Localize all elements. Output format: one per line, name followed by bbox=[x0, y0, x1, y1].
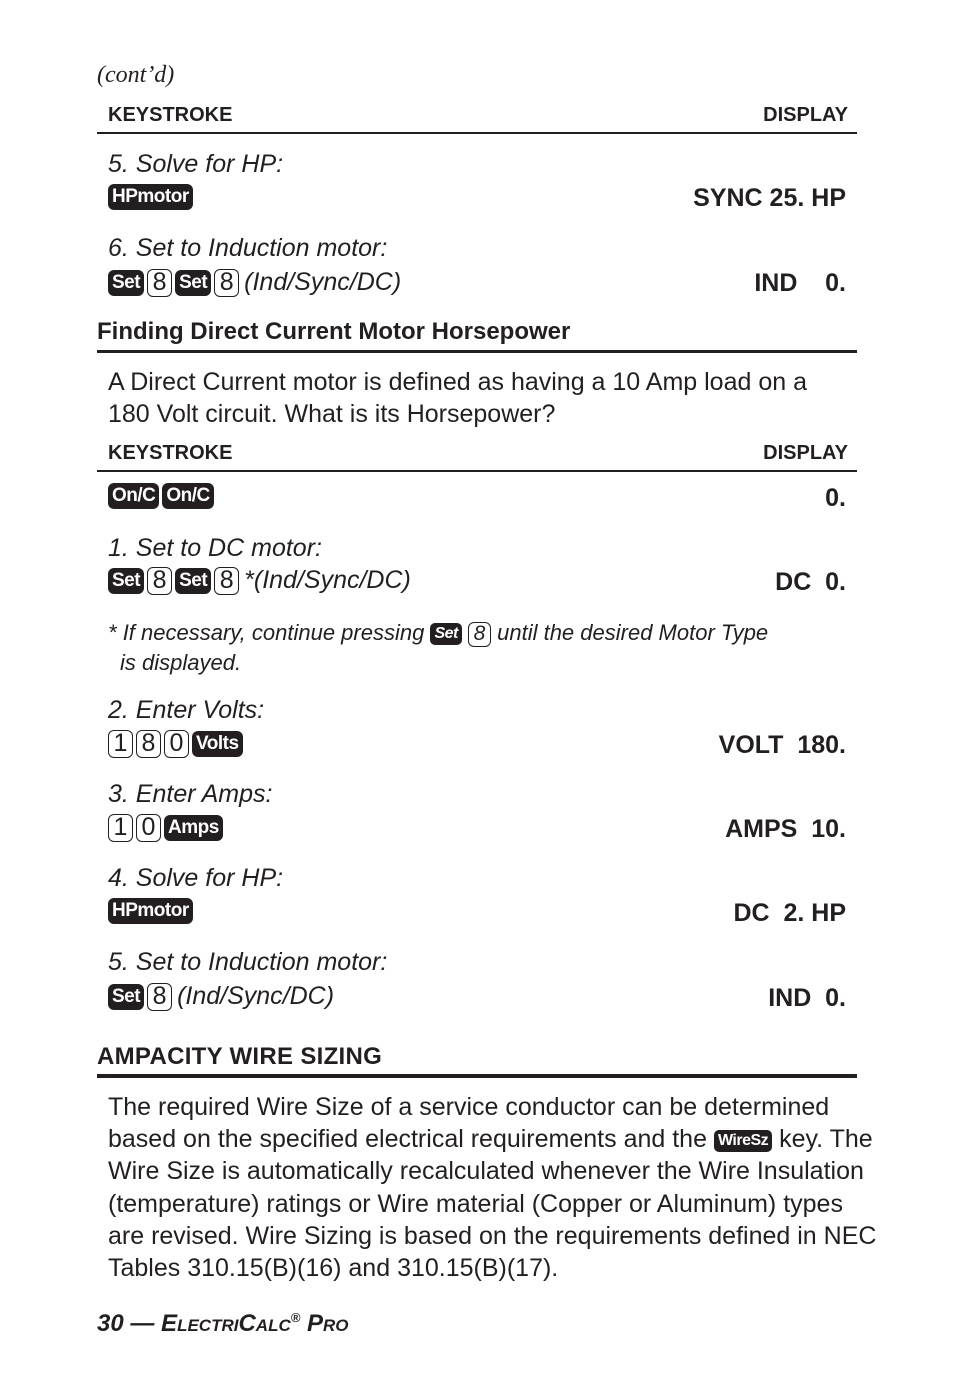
section-rule bbox=[97, 350, 857, 353]
step-label: 1. Set to DC motor: bbox=[108, 534, 322, 562]
display-value: AMPS 10. bbox=[725, 815, 846, 843]
paragraph-line bbox=[108, 1123, 876, 1155]
section-rule bbox=[97, 1074, 857, 1078]
digit-0-key[interactable]: 0 bbox=[136, 814, 161, 842]
mode-hint: (Ind/Sync/DC) bbox=[244, 268, 402, 296]
display-value: IND 0. bbox=[754, 269, 846, 297]
step-label: 5. Set to Induction motor: bbox=[108, 948, 388, 976]
page-number: 30 bbox=[97, 1310, 124, 1337]
set-key[interactable]: Set bbox=[108, 568, 144, 594]
paragraph-line: Wire Size is automatically recalculated whenever the Wire Insulation bbox=[108, 1157, 864, 1186]
step-label: 3. Enter Amps: bbox=[108, 780, 273, 808]
digit-8-key[interactable]: 8 bbox=[147, 983, 172, 1011]
section-title: AMPACITY WIRE SIZING bbox=[97, 1043, 383, 1070]
keystroke-row bbox=[108, 814, 226, 842]
ampacity-text bbox=[108, 1091, 876, 1284]
keystroke-row bbox=[108, 730, 246, 758]
display-value: 0. bbox=[825, 484, 846, 512]
paragraph-line: The required Wire Size of a service conductor can be determined bbox=[108, 1093, 830, 1121]
brand-e: E bbox=[161, 1310, 178, 1337]
footnote-star: * bbox=[108, 620, 117, 645]
set-key[interactable]: Set bbox=[108, 270, 144, 296]
continued-label: (cont’d) bbox=[97, 62, 175, 88]
display-value: DC 2. HP bbox=[733, 899, 846, 927]
step-label: 6. Set to Induction motor: bbox=[108, 234, 388, 262]
footnote bbox=[108, 618, 768, 647]
display-header: DISPLAY bbox=[763, 442, 848, 464]
keystroke-row bbox=[108, 184, 196, 210]
wiresz-key[interactable]: WireSz bbox=[714, 1130, 772, 1152]
paragraph-line: are revised. Wire Sizing is based on the requirements defined in NEC bbox=[108, 1221, 877, 1250]
display-value: SYNC 25. HP bbox=[693, 184, 846, 212]
digit-8-key[interactable]: 8 bbox=[468, 622, 491, 647]
header-rule bbox=[97, 470, 857, 472]
footer-dash: — bbox=[130, 1310, 155, 1337]
paragraph-line: Tables 310.15(B)(16) and 310.15(B)(17). bbox=[108, 1254, 559, 1283]
digit-0-key[interactable]: 0 bbox=[164, 730, 189, 758]
description: A Direct Current motor is defined as having a 10 Amp load on a 180 Volt circuit. What is its Horsepower? bbox=[108, 368, 807, 429]
brand-p: P bbox=[307, 1310, 324, 1337]
paragraph-line: (temperature) ratings or Wire material (Copper or Aluminum) types bbox=[108, 1189, 843, 1218]
section-title: Finding Direct Current Motor Horsepower bbox=[97, 318, 571, 345]
display-value: DC 0. bbox=[775, 568, 846, 596]
set-key[interactable]: Set bbox=[108, 984, 144, 1010]
digit-1-key[interactable]: 1 bbox=[108, 730, 133, 758]
brand-lectri: LECTRI bbox=[177, 1316, 239, 1335]
digit-8-key[interactable]: 8 bbox=[214, 269, 239, 297]
keystroke-row bbox=[108, 483, 217, 509]
header-rule bbox=[97, 132, 857, 134]
set-key[interactable]: Set bbox=[430, 623, 461, 645]
footnote-text: until the desired Motor Type bbox=[497, 620, 769, 645]
page-footer bbox=[97, 1310, 349, 1338]
brand-ro: RO bbox=[323, 1316, 349, 1335]
digit-8-key[interactable]: 8 bbox=[136, 730, 161, 758]
display-header: DISPLAY bbox=[763, 104, 848, 126]
keystroke-row bbox=[108, 566, 411, 595]
onc-key[interactable]: On/C bbox=[162, 483, 213, 509]
step-label: 4. Solve for HP: bbox=[108, 864, 284, 892]
onc-key[interactable]: On/C bbox=[108, 483, 159, 509]
set-key[interactable]: Set bbox=[175, 568, 211, 594]
volts-key[interactable]: Volts bbox=[192, 731, 243, 757]
mode-hint: *(Ind/Sync/DC) bbox=[244, 566, 411, 594]
digit-8-key[interactable]: 8 bbox=[214, 567, 239, 595]
footnote-line2: is displayed. bbox=[120, 650, 242, 675]
digit-1-key[interactable]: 1 bbox=[108, 814, 133, 842]
hpmotor-key[interactable]: HPmotor bbox=[108, 898, 193, 924]
digit-8-key[interactable]: 8 bbox=[147, 269, 172, 297]
keystroke-header: KEYSTROKE bbox=[108, 104, 233, 126]
registered-mark: ® bbox=[290, 1310, 301, 1325]
brand-c: C bbox=[238, 1310, 256, 1337]
step-label: 5. Solve for HP: bbox=[108, 150, 284, 178]
digit-8-key[interactable]: 8 bbox=[147, 567, 172, 595]
keystroke-row bbox=[108, 898, 196, 924]
footnote-text: If necessary, continue pressing bbox=[122, 620, 425, 645]
set-key[interactable]: Set bbox=[175, 270, 211, 296]
mode-hint: (Ind/Sync/DC) bbox=[177, 982, 335, 1010]
display-value: VOLT 180. bbox=[718, 731, 846, 759]
step-label: 2. Enter Volts: bbox=[108, 696, 265, 724]
display-value: IND 0. bbox=[768, 984, 846, 1012]
keystroke-row bbox=[108, 268, 401, 297]
paragraph-text: based on the specified electrical requirements and the bbox=[108, 1125, 707, 1154]
keystroke-header: KEYSTROKE bbox=[108, 442, 233, 464]
brand-alc: ALC bbox=[255, 1316, 291, 1335]
amps-key[interactable]: Amps bbox=[164, 815, 223, 841]
paragraph-text: key. The bbox=[779, 1125, 873, 1154]
keystroke-row bbox=[108, 982, 334, 1011]
hpmotor-key[interactable]: HPmotor bbox=[108, 184, 193, 210]
